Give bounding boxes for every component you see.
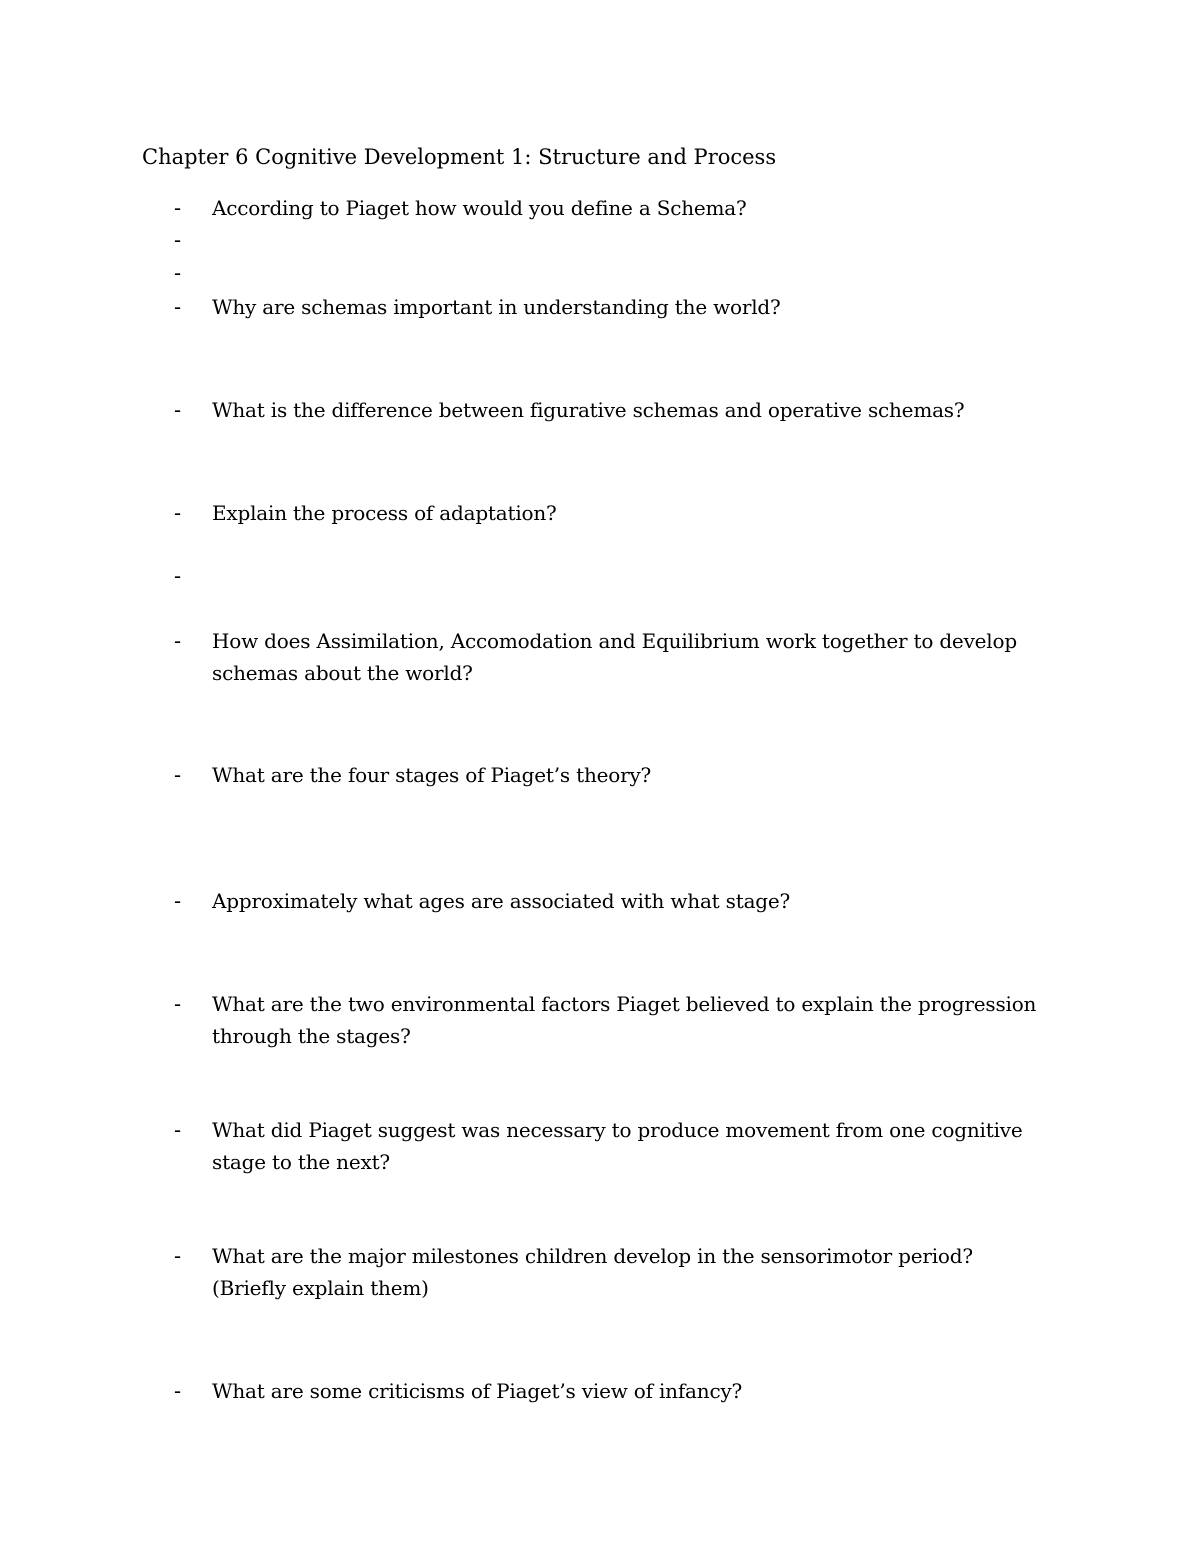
question-text <box>212 759 1072 791</box>
question-line: What are the major milestones children develop in the sensorimotor period? <box>212 1244 973 1268</box>
list-bullet: - <box>174 1244 182 1268</box>
list-bullet: - <box>174 992 182 1016</box>
question-text <box>212 1114 1072 1178</box>
list-bullet: - <box>174 295 182 319</box>
question-text <box>212 625 1072 689</box>
question-line: Approximately what ages are associated with what stage? <box>212 889 791 913</box>
question-text <box>212 885 1072 917</box>
page-title: Chapter 6 Cognitive Development 1: Structure and Process <box>142 145 777 169</box>
list-bullet: - <box>174 629 182 653</box>
question-text <box>212 192 1072 224</box>
list-bullet: - <box>174 1379 182 1403</box>
list-bullet: - <box>174 196 182 220</box>
list-bullet: - <box>174 228 182 252</box>
question-line: Explain the process of adaptation? <box>212 501 557 525</box>
question-line: (Briefly explain them) <box>212 1276 429 1300</box>
question-line: What did Piaget suggest was necessary to produce movement from one cognitive <box>212 1118 1023 1142</box>
question-line: schemas about the world? <box>212 661 473 685</box>
question-text <box>212 988 1072 1052</box>
question-line: What are the four stages of Piaget’s theory? <box>212 763 652 787</box>
question-text <box>212 291 1072 323</box>
list-bullet: - <box>174 564 182 588</box>
list-bullet: - <box>174 398 182 422</box>
list-bullet: - <box>174 1118 182 1142</box>
question-line: What are some criticisms of Piaget’s view of infancy? <box>212 1379 743 1403</box>
question-line: through the stages? <box>212 1024 411 1048</box>
question-line: stage to the next? <box>212 1150 390 1174</box>
list-bullet: - <box>174 763 182 787</box>
question-line: Why are schemas important in understanding the world? <box>212 295 781 319</box>
list-bullet: - <box>174 501 182 525</box>
question-text <box>212 497 1072 529</box>
question-line: How does Assimilation, Accomodation and Equilibrium work together to develop <box>212 629 1017 653</box>
question-line: What is the difference between figurative schemas and operative schemas? <box>212 398 965 422</box>
list-bullet: - <box>174 261 182 285</box>
question-line: What are the two environmental factors Piaget believed to explain the progression <box>212 992 1037 1016</box>
question-text <box>212 394 1072 426</box>
list-bullet: - <box>174 889 182 913</box>
question-line: According to Piaget how would you define a Schema? <box>212 196 747 220</box>
question-text <box>212 1375 1072 1407</box>
question-text <box>212 1240 1072 1304</box>
